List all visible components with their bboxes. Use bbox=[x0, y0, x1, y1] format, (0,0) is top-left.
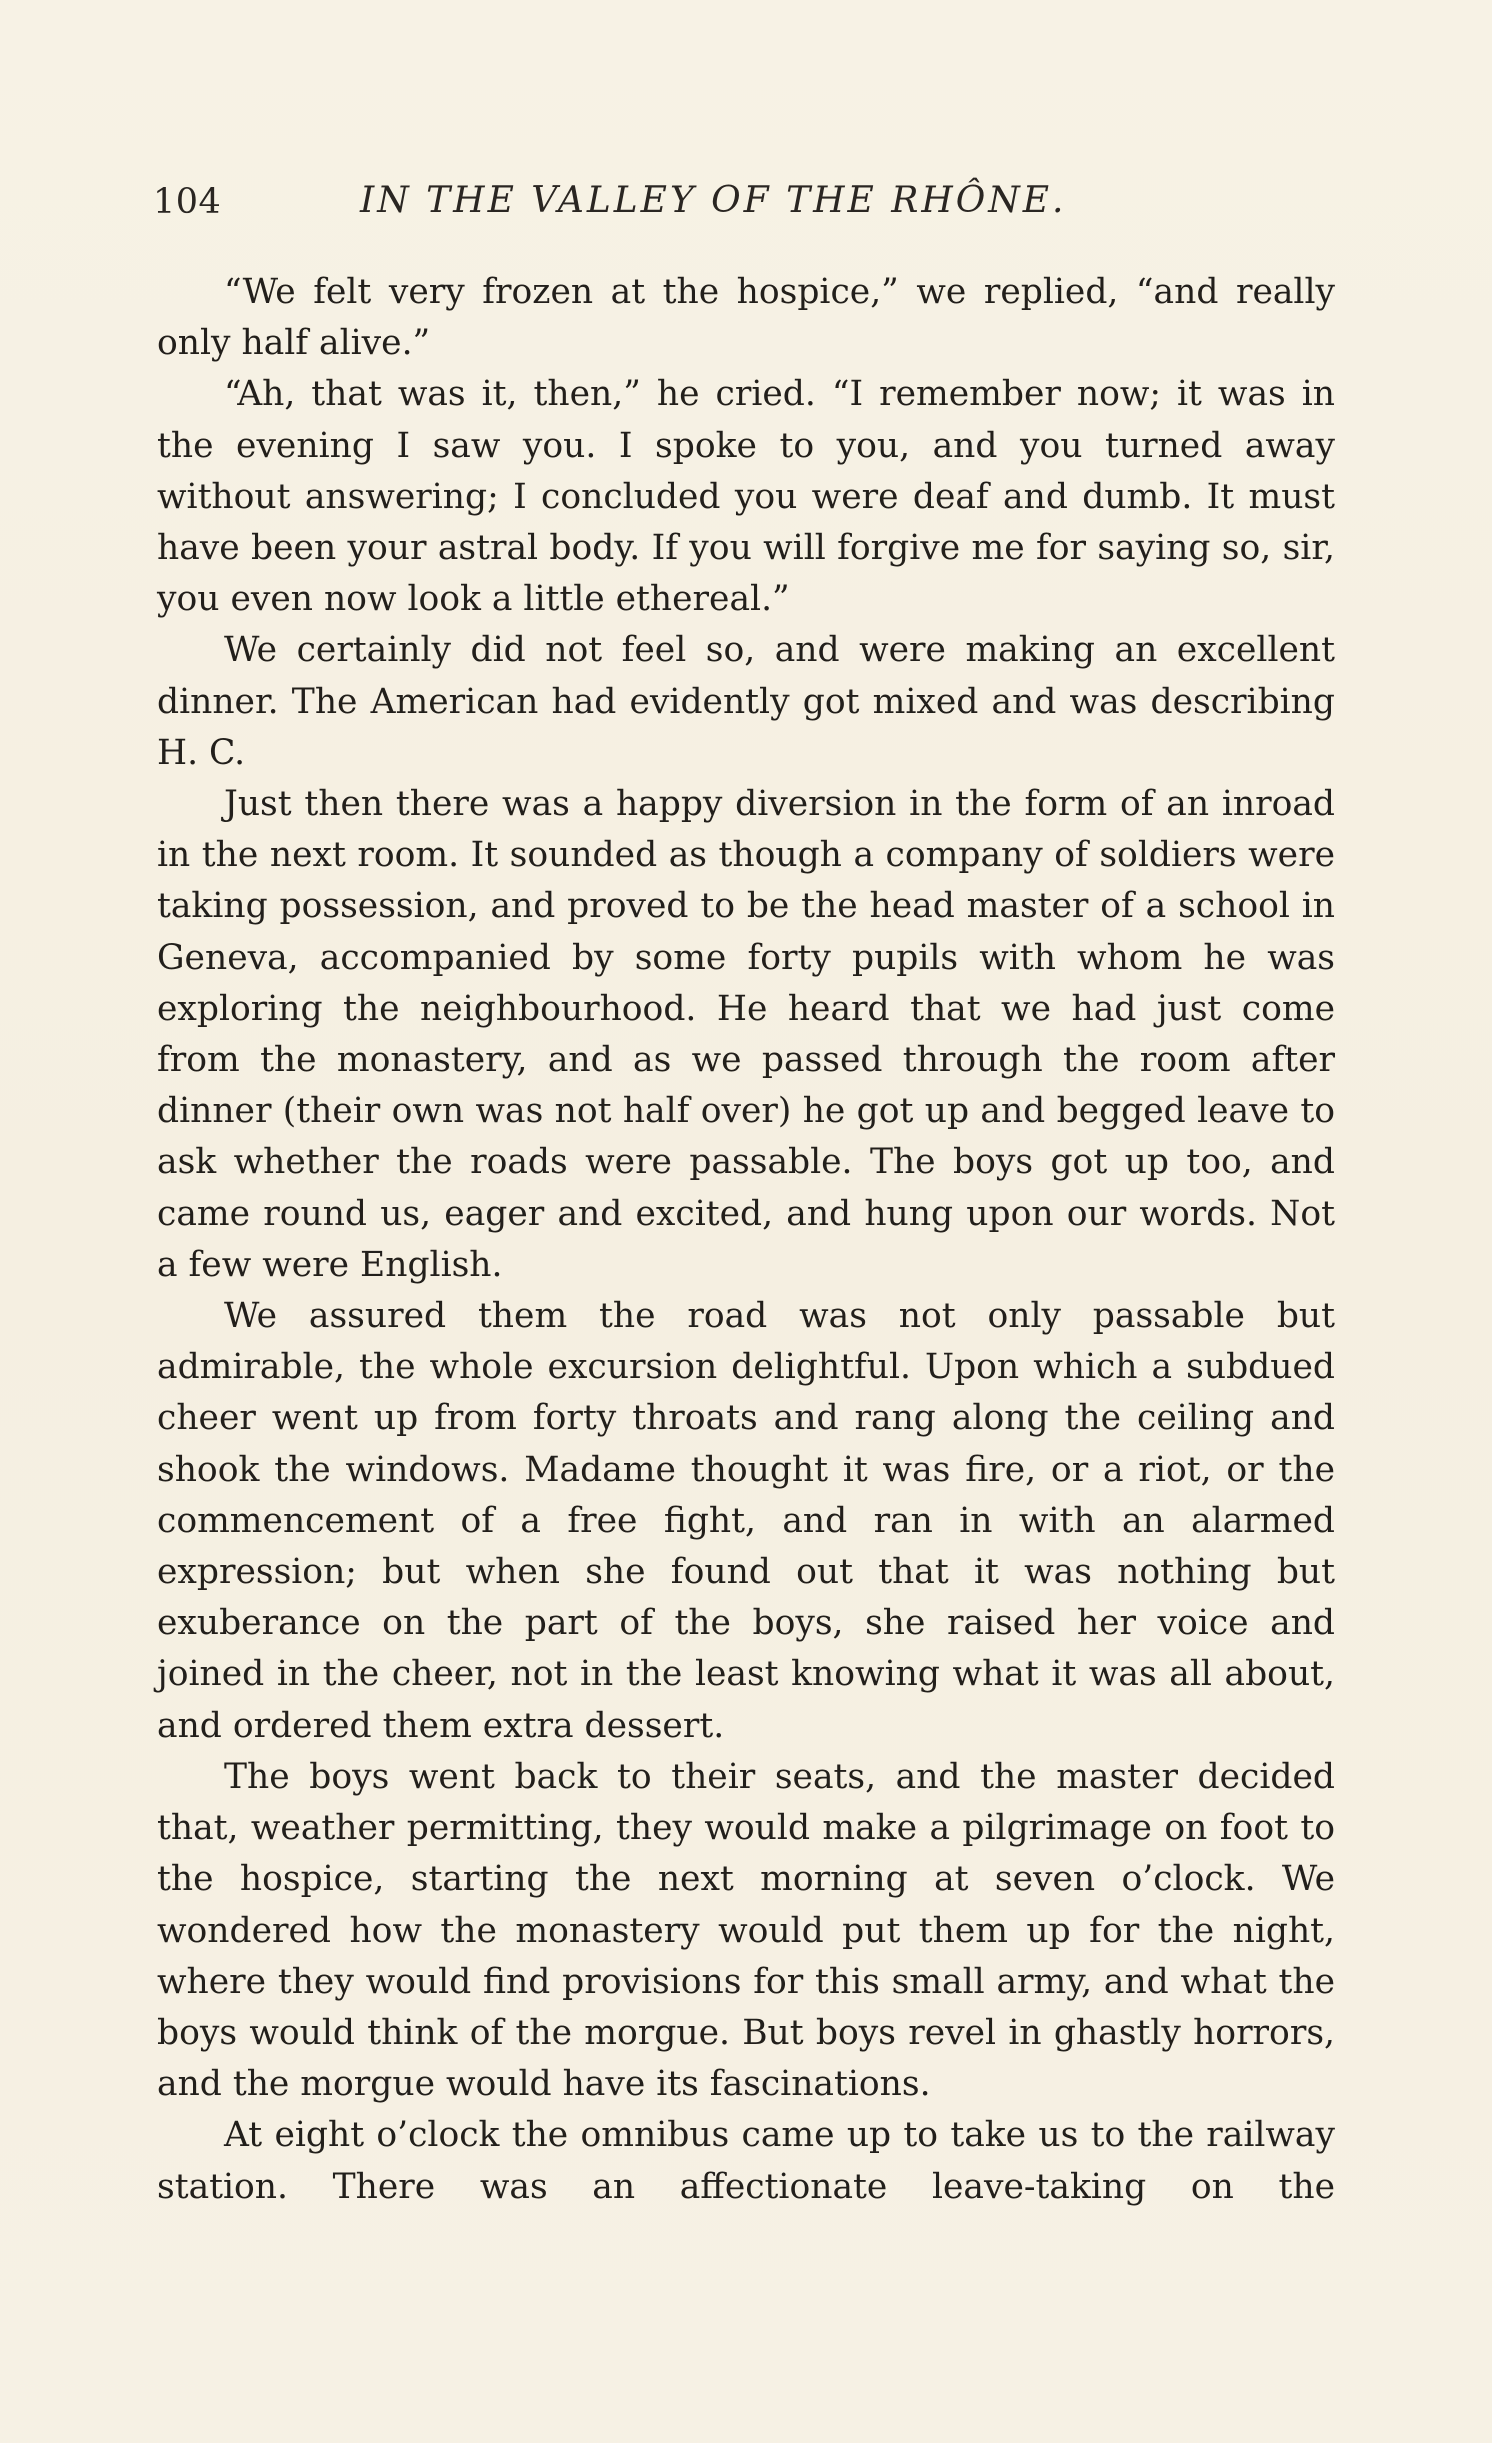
paragraph: Just then there was a happy diversion in the form of an inroad in the next room. It sounded as though a company of soldiers were taking possession, and proved to be the head master of a school in Geneva, accompanied by some forty pupils with whom he was exploring the neighbourhood. He heard that we had just come from the monastery, and as we passed through the room after dinner (their own was not half over) he got up and begged leave to ask whether the roads were passable. The boys got up too, and came round us, eager and excited, and hung upon our words. Not a few were English. bbox=[157, 784, 1335, 1285]
page-number: 104 bbox=[153, 182, 222, 222]
body-text bbox=[157, 267, 1335, 2213]
paragraph: “We felt very frozen at the hospice,” we replied, “and really only half alive.” bbox=[157, 272, 1335, 364]
paragraph: We certainly did not feel so, and were making an excellent dinner. The American had evidently got mixed and was describing H. C. bbox=[157, 630, 1335, 773]
running-title: IN THE VALLEY OF THE RHÔNE. bbox=[360, 180, 1067, 221]
paragraph: At eight o’clock the omnibus came up to take us to the railway station. There was an affectionate leave-taking on the bbox=[157, 2115, 1335, 2207]
page-header bbox=[153, 182, 1340, 242]
paragraph: The boys went back to their seats, and the master decided that, weather permitting, they would make a pilgrimage on foot to the hospice, starting the next morning at seven o’clock. We wondered how the monastery would put them up for the night, where they would find provisions for this small army, and what the boys would think of the morgue. But boys revel in ghastly horrors, and the morgue would have its fascinations. bbox=[157, 1756, 1335, 2105]
paragraph: “Ah, that was it, then,” he cried. “I remember now; it was in the evening I saw you. I spoke to you, and you turned away without answering; I concluded you were deaf and dumb. It must have been your astral body. If you will forgive me for saying so, sir, you even now look a little ethereal.” bbox=[157, 374, 1335, 620]
paragraph: We assured them the road was not only passable but admirable, the whole excursion delightful. Upon which a subdued cheer went up from forty throats and rang along the ceiling and shook the windows. Madame thought it was fire, or a riot, or the commencement of a free fight, and ran in with an alarmed expression; but when she found out that it was nothing but exuberance on the part of the boys, she raised her voice and joined in the cheer, not in the least knowing what it was all about, and ordered them extra dessert. bbox=[157, 1296, 1335, 1746]
